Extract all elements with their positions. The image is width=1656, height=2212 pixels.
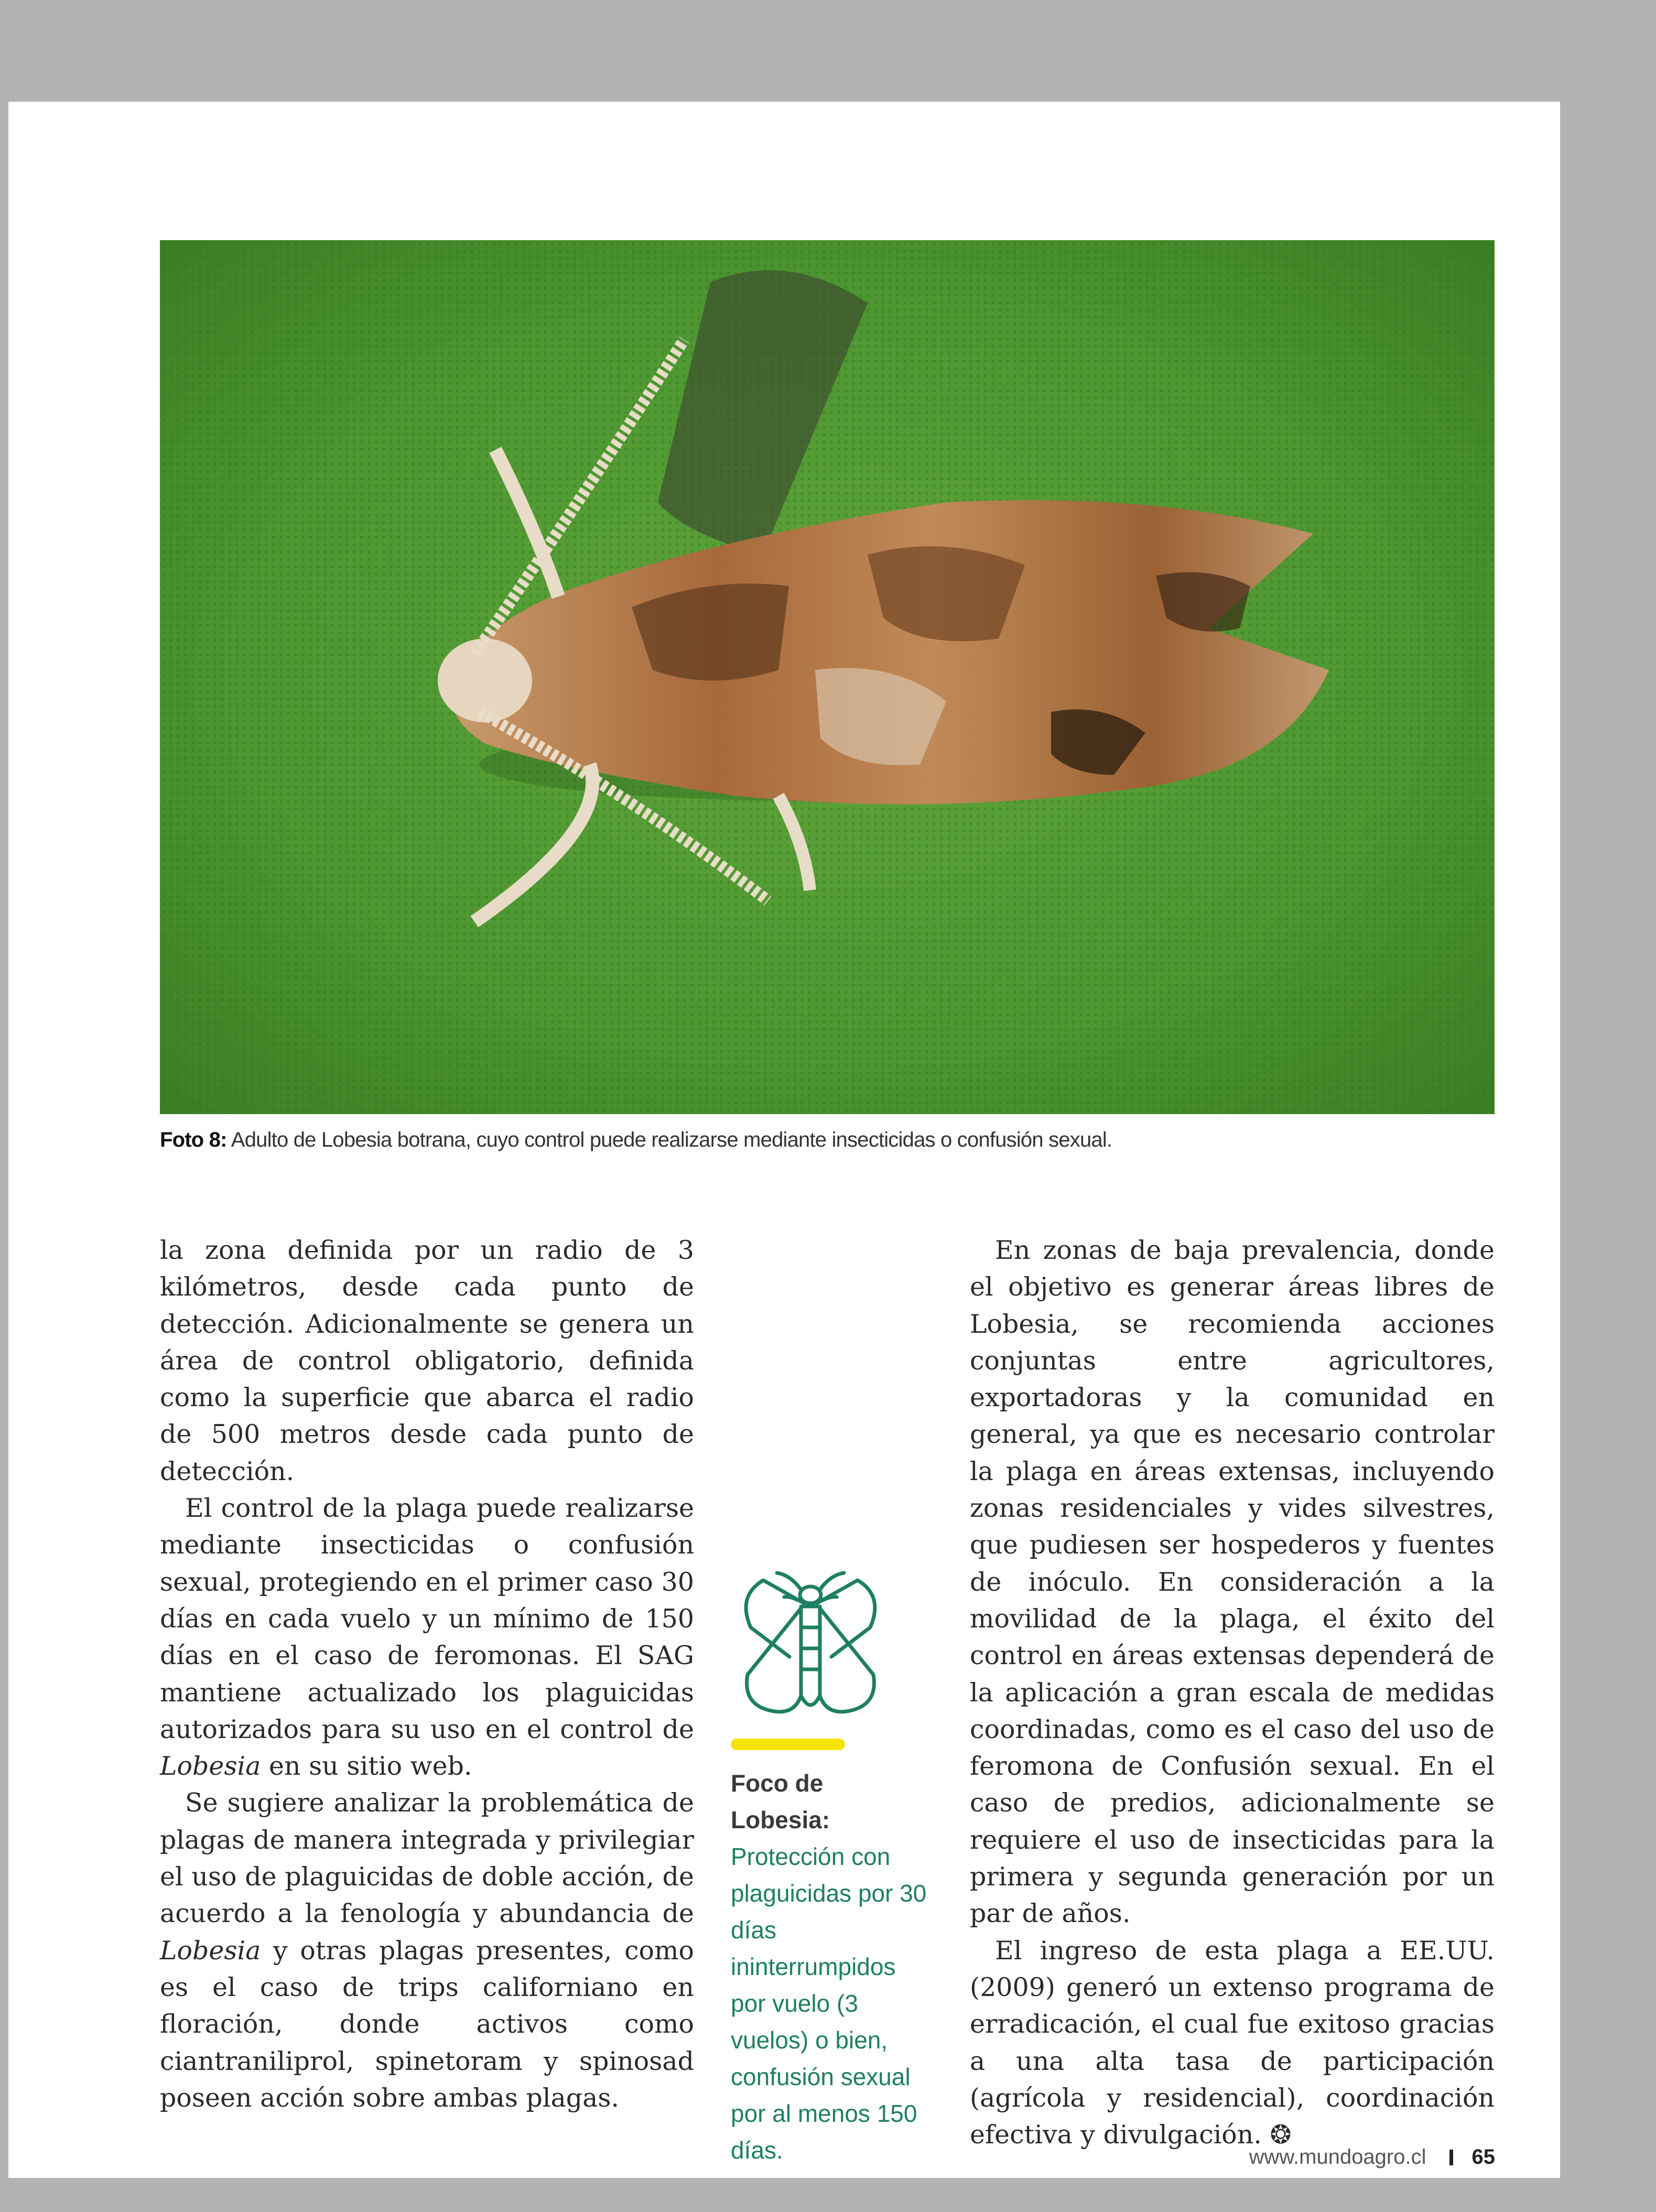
lobesia-moth-photo [160,240,1495,1114]
magazine-page [8,102,1560,2178]
photo-caption [160,1128,1495,1152]
species-name: Lobesia [160,1935,261,1966]
paragraph: El control de la plaga puede realizarse mediante insecticidas o confusión sexual, protegiendo en el primer caso 30 días en cada vuelo y un mínimo de 150 días en el caso de feromonas. El SAG mantiene actualizado los plaguicidas autorizados para su uso en el control de Lobesia en su sitio web. [160,1493,694,1782]
footer-divider [1449,2150,1453,2165]
caption-label: Foto 8: [160,1128,227,1151]
end-mark-icon: ❂ [1270,2120,1292,2150]
page-number: 65 [1471,2145,1495,2168]
accent-bar [731,1739,845,1750]
caption-text: Adulto de Lobesia botrana, cuyo control puede realizarse mediante insecticidas o confusión sexual. [226,1128,1112,1151]
species-name: Lobesia [160,1751,261,1782]
moth-photograph [160,240,1495,1114]
article-column-right [970,1232,1495,2153]
page-footer [1249,2145,1495,2169]
paragraph: Se sugiere analizar la problemática de plagas de manera integrada y privilegiar el uso de plaguicidas de doble acción, de acuerdo a la fenología y abundancia de Lobesia y otras plagas presentes, como es el caso de trips californiano en floración, donde activos como ciantraniliprol, spinetoram y spinosad poseen acción sobre ambas plagas. [160,1788,694,2113]
sidebar-title: Foco de Lobesia: [731,1769,830,1833]
moth-icon [732,1564,889,1722]
footer-url: www.mundoagro.cl [1249,2145,1426,2168]
paragraph: la zona definida por un radio de 3 kilómetros, desde cada punto de detección. Adicionalmente se genera un área de control obligatorio, definida como la superficie que abarca el radio de 500 metros desde cada punto de detección. [160,1235,694,1486]
article-column-left [160,1232,694,2117]
paragraph: En zonas de baja prevalencia, donde el objetivo es generar áreas libres de Lobesia, se recomienda acciones conjuntas entre agricultores, exportadoras y la comunidad en general, ya que es necesario controlar la plaga en áreas extensas, incluyendo zonas residenciales y vides silvestres, que pudiesen ser hospederos y fuentes de inóculo. En consideración a la movilidad de la plaga, el éxito del control en áreas extensas dependerá de la aplicación a gran escala de medidas coordinadas, como es el caso del uso de feromona de Confusión sexual. En el caso de predios, adicionalmente se requiere el uso de insecticidas para la primera y segunda generación por un par de años. [970,1235,1495,1929]
sidebar-text: Protección con plaguicidas por 30 días ininterrumpidos por vuelo (3 vuelos) o bien, confusión sexual por al menos 150 días. [731,1843,927,2164]
paragraph: El ingreso de esta plaga a EE.UU. (2009) generó un extenso programa de erradicación, el cual fue exitoso gracias a una alta tasa de participación (agrícola y residencial), coordinación efectiva y divulgación. ❂ [970,1935,1495,2150]
highlight-sidebar [731,1564,940,2168]
